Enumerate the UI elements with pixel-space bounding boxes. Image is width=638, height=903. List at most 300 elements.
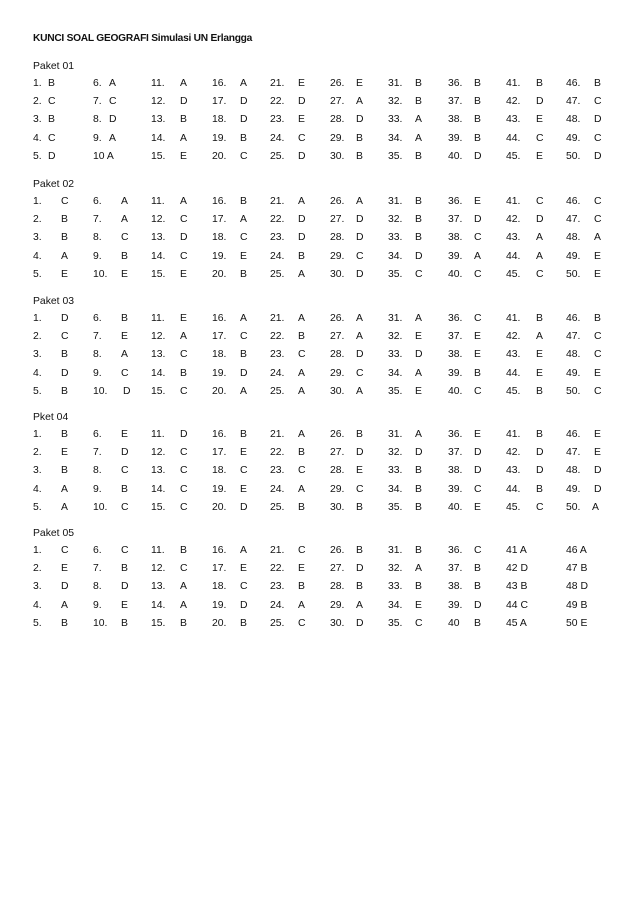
question-number: 39. [448,132,463,144]
answer-letter: B [536,385,543,397]
answer-letter: E [536,367,543,379]
question-number: 27. [330,96,345,108]
answer-letter: C [180,501,188,513]
answer-letter: E [298,78,305,89]
question-number: 4. [33,250,42,262]
question-number: 4. [33,132,42,144]
question-number: 17. [212,331,227,343]
answer-letter: B [415,501,422,513]
answer-letter: C [536,132,544,144]
answer-letter: C [356,367,364,379]
answer-letter: B [415,581,422,593]
question-number: 39. [448,250,463,262]
question-number: 50. [566,150,581,162]
answer-letter: C [594,385,602,397]
question-number: 41. [506,196,521,207]
question-number: 40 [448,617,460,629]
answer-letter: B [415,483,422,495]
answer-letter: A [240,385,247,397]
question-number: 45. [506,150,521,162]
question-number: 33. [388,114,403,126]
question-number: 44. [506,367,521,379]
answer-letter: C [61,545,69,556]
question-number: 10. [93,617,108,629]
answer-letter: D [415,349,423,361]
answer-letter: D [121,447,129,459]
question-number: 2. [33,563,42,575]
answer-letter: A [536,331,543,343]
answer-letter: C [180,214,188,226]
question-number: 10. [93,268,108,280]
question-number: 15. [151,385,166,397]
answer-letter: B [121,250,128,262]
question-number: 2. [33,96,42,108]
question-number: 10. [93,501,108,513]
answer-letter: B [180,367,187,379]
answer-letter: C [240,465,248,477]
answer-letter: C [180,465,188,477]
question-number: 12. [151,563,166,575]
answer-letter: D [356,268,364,280]
question-number: 41. [506,78,521,89]
answer-letter: A [61,483,68,495]
question-number: 15. [151,268,166,280]
answer-letter: B [474,132,481,144]
question-number: 5. [33,617,42,629]
answer-letter: B [121,617,128,629]
question-number: 19. [212,250,227,262]
question-number: 6. [93,196,102,207]
answer-letter: E [180,313,187,324]
question-number: 3. [33,465,42,477]
question-number: 40. [448,385,463,397]
answer-letter: A [180,599,187,611]
question-number: 41 A [506,545,527,556]
answer-letter: C [180,563,188,575]
question-number: 7. [93,331,102,343]
question-number: 6. [93,429,102,440]
answer-letter: B [356,429,363,440]
question-number: 9. [93,483,102,495]
question-number: 39. [448,367,463,379]
answer-letter: A [474,250,481,262]
paket-title: Paket 02 [33,179,75,190]
answer-letter: A [415,367,422,379]
answer-letter: D [298,96,306,108]
answer-letter: A [356,385,363,397]
question-number: 11. [151,313,165,324]
answer-letter: C [240,150,248,162]
answer-letter: E [121,429,128,440]
answer-letter: A [180,196,187,207]
answer-letter: C [536,501,544,513]
question-number: 42 D [506,563,528,575]
answer-letter: B [474,563,481,575]
question-number: 7. [93,563,102,575]
answer-letter: C [356,483,364,495]
question-number: 39. [448,599,463,611]
question-number: 8. [93,232,102,244]
answer-letter: A [121,214,128,226]
answer-letter: D [123,385,131,397]
answer-letter: B [61,429,68,440]
answer-letter: C [474,268,482,280]
answer-letter: D [594,465,602,477]
answer-letter: B [240,268,247,280]
question-number: 24. [270,250,285,262]
question-number: 5. [33,150,42,162]
answer-letter: D [415,447,423,459]
question-number: 44. [506,250,521,262]
answer-letter: B [474,581,481,593]
question-number: 49. [566,367,581,379]
question-number: 20. [212,150,227,162]
answer-letter: D [536,447,544,459]
question-number: 21. [270,78,285,89]
answer-letter: D [109,114,117,126]
question-number: 20. [212,385,227,397]
answer-letter: B [594,78,601,89]
answer-letter: A [298,483,305,495]
answer-letter: B [594,313,601,324]
answer-letter: C [180,483,188,495]
answer-letter: B [415,465,422,477]
answer-letter: C [180,385,188,397]
question-number: 28. [330,114,345,126]
question-number: 42. [506,214,521,226]
question-number: 14. [151,250,166,262]
question-number: 26. [330,78,345,89]
question-number: 23. [270,465,285,477]
answer-letter: B [415,214,422,226]
answer-letter: A [356,96,363,108]
answer-letter: C [474,545,482,556]
answer-letter: D [61,367,69,379]
question-number: 31. [388,429,403,440]
answer-letter: D [180,232,188,244]
question-number: 40. [448,150,463,162]
answer-letter: C [48,96,56,108]
question-number: 44. [506,483,521,495]
answer-letter: C [594,349,602,361]
answer-letter: E [356,78,363,89]
question-number: 19. [212,132,227,144]
question-number: 46. [566,429,581,440]
answer-letter: A [180,132,187,144]
question-number: 33. [388,232,403,244]
question-number: 29. [330,250,345,262]
question-number: 25. [270,150,285,162]
answer-letter: C [240,232,248,244]
answer-letter: C [594,96,602,108]
answer-letter: A [61,599,68,611]
question-number: 40. [448,501,463,513]
answer-letter: A [298,599,305,611]
question-number: 30. [330,150,345,162]
answer-letter: D [474,465,482,477]
question-number: 38. [448,465,463,477]
answer-letter: E [536,150,543,162]
question-number: 9. [93,132,102,144]
question-number: 5. [33,501,42,513]
answer-letter: B [61,385,68,397]
answer-letter: C [121,501,129,513]
answer-letter: A [415,313,422,324]
question-number: 18. [212,465,227,477]
answer-letter: D [536,96,544,108]
question-number: 49. [566,250,581,262]
answer-letter: D [48,150,56,162]
answer-letter: C [474,232,482,244]
answer-letter: E [536,114,543,126]
question-number: 17. [212,96,227,108]
question-number: 11. [151,196,165,207]
question-number: 18. [212,114,227,126]
answer-letter: A [121,196,128,207]
answer-letter: A [356,313,363,324]
question-number: 12. [151,214,166,226]
question-number: 17. [212,563,227,575]
question-number: 27. [330,563,345,575]
question-number: 49. [566,132,581,144]
question-number: 45. [506,268,521,280]
question-number: 31. [388,78,403,89]
answer-letter: A [594,232,601,244]
answer-letter: B [61,349,68,361]
question-number: 18. [212,581,227,593]
question-number: 43. [506,114,521,126]
paket-section [0,296,638,396]
question-number: 22. [270,96,285,108]
answer-letter: B [48,78,55,89]
answer-letter: C [121,545,129,556]
question-number: 30. [330,385,345,397]
question-number: 26. [330,545,345,556]
question-number: 16. [212,196,227,207]
question-number: 6. [93,313,102,324]
answer-letter: E [594,429,601,440]
question-number: 37. [448,214,463,226]
answer-letter: D [61,313,69,324]
answer-letter: B [415,545,422,556]
answer-letter: E [474,349,481,361]
answer-letter: E [536,349,543,361]
question-number: 16. [212,78,227,89]
question-number: 34. [388,250,403,262]
question-number: 12. [151,331,166,343]
answer-letter: C [240,331,248,343]
document-title: KUNCI SOAL GEOGRAFI Simulasi UN Erlangga [33,33,253,44]
answer-letter: E [298,114,305,126]
paket-section [0,412,638,512]
answer-letter: B [298,501,305,513]
answer-letter: A [61,250,68,262]
question-number: 37. [448,563,463,575]
answer-letter: D [536,214,544,226]
answer-letter: E [121,331,128,343]
question-number: 38. [448,232,463,244]
question-number: 4. [33,599,42,611]
question-number: 10. [93,385,108,397]
paket-section [0,528,638,628]
question-number: 47. [566,96,581,108]
question-number: 6. [93,545,102,556]
question-number: 31. [388,196,403,207]
question-number: 8. [93,581,102,593]
question-number: 36. [448,196,463,207]
question-number: 42. [506,96,521,108]
question-number: 20. [212,617,227,629]
answer-letter: B [474,78,481,89]
answer-letter: A [356,196,363,207]
question-number: 48. [566,349,581,361]
answer-letter: B [61,617,68,629]
question-number: 5. [33,268,42,280]
answer-letter: D [415,250,423,262]
answer-letter: A [240,545,247,556]
question-number: 27. [330,331,345,343]
question-number: 32. [388,447,403,459]
question-number: 13. [151,581,166,593]
answer-letter: D [240,599,248,611]
question-number: 32. [388,331,403,343]
question-number: 25. [270,501,285,513]
question-number: 10 A [93,150,114,162]
question-number: 46 A [566,545,587,556]
question-number: 35. [388,268,403,280]
paket-title: Paket 01 [33,61,75,72]
answer-letter: B [415,232,422,244]
question-number: 22. [270,447,285,459]
answer-letter: D [356,114,364,126]
answer-letter: E [474,501,481,513]
question-number: 42. [506,447,521,459]
answer-letter: D [298,214,306,226]
answer-letter: D [356,617,364,629]
question-number: 16. [212,545,227,556]
question-number: 34. [388,599,403,611]
answer-letter: A [298,367,305,379]
question-number: 37. [448,331,463,343]
paket-title: Pket 04 [33,412,69,423]
question-number: 13. [151,349,166,361]
answer-letter: A [415,132,422,144]
answer-letter: B [48,114,55,126]
answer-letter: B [356,132,363,144]
question-number: 45. [506,501,521,513]
question-number: 14. [151,367,166,379]
question-number: 18. [212,349,227,361]
question-number: 30. [330,501,345,513]
question-number: 12. [151,96,166,108]
question-number: 7. [93,214,102,226]
question-number: 47 B [566,563,588,575]
answer-letter: D [356,563,364,575]
question-number: 41. [506,429,521,440]
answer-letter: B [474,96,481,108]
answer-letter: C [180,447,188,459]
answer-letter: A [356,599,363,611]
question-number: 24. [270,132,285,144]
answer-letter: A [536,232,543,244]
question-number: 2. [33,214,42,226]
answer-letter: E [61,268,68,280]
question-number: 35. [388,501,403,513]
question-number: 26. [330,429,345,440]
answer-letter: A [109,78,116,89]
question-number: 21. [270,196,285,207]
question-number: 13. [151,114,166,126]
question-number: 7. [93,96,102,108]
answer-letter: C [298,465,306,477]
question-number: 36. [448,545,463,556]
answer-letter: B [240,429,247,440]
answer-letter: C [474,385,482,397]
question-number: 2. [33,331,42,343]
question-number: 38. [448,114,463,126]
question-number: 35. [388,385,403,397]
answer-letter: B [180,617,187,629]
question-number: 11. [151,545,165,556]
question-number: 1. [33,78,42,89]
answer-letter: B [61,214,68,226]
answer-letter: D [474,150,482,162]
question-number: 33. [388,349,403,361]
answer-letter: B [298,331,305,343]
question-number: 11. [151,78,165,89]
question-number: 47. [566,331,581,343]
question-number: 3. [33,581,42,593]
question-number: 39. [448,483,463,495]
question-number: 45. [506,385,521,397]
answer-letter: B [240,349,247,361]
question-number: 35. [388,617,403,629]
answer-letter: A [61,501,68,513]
answer-letter: D [474,214,482,226]
answer-letter: C [594,196,602,207]
answer-letter: E [415,331,422,343]
answer-letter: D [356,447,364,459]
answer-letter: C [180,349,188,361]
question-number: 1. [33,545,42,556]
question-number: 9. [93,367,102,379]
question-number: 36. [448,313,463,324]
answer-letter: E [180,150,187,162]
question-number: 3. [33,114,42,126]
question-number: 44 C [506,599,528,611]
answer-letter: B [298,581,305,593]
answer-letter: A [180,78,187,89]
question-number: 30. [330,617,345,629]
question-number: 37. [448,447,463,459]
question-number: 1. [33,313,42,324]
answer-letter: E [474,196,481,207]
question-number: 47. [566,447,581,459]
answer-letter: C [536,196,544,207]
question-number: 21. [270,313,285,324]
question-number: 42. [506,331,521,343]
answer-letter: A [180,581,187,593]
question-number: 22. [270,331,285,343]
answer-letter: B [61,465,68,477]
question-number: 32. [388,563,403,575]
question-number: 50. [566,385,581,397]
question-number: 13. [151,232,166,244]
answer-letter: E [415,385,422,397]
answer-letter: D [240,367,248,379]
question-number: 43. [506,232,521,244]
answer-letter: B [180,545,187,556]
